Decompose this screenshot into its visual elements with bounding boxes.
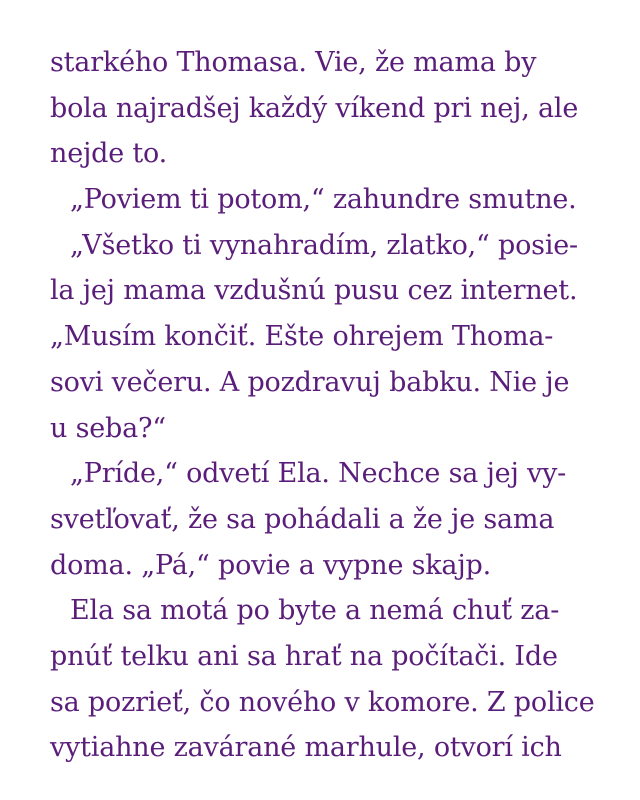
text-line: sa pozrieť, čo nového v komore. Z police (50, 686, 595, 718)
text-line: pnúť telku ani sa hrať na počítači. Ide (50, 640, 558, 672)
text-line: u seba?“ (50, 412, 166, 444)
text-line: vytiahne zavárané marhule, otvorí ich (50, 732, 562, 764)
text-line: nejde to. (50, 138, 167, 170)
text-line: doma. „Pá,“ povie a vypne skajp. (50, 549, 491, 581)
text-line: „Musím končiť. Ešte ohrejem Thoma- (50, 321, 554, 353)
text-line: la jej mama vzdušnú pusu cez internet. (50, 275, 578, 307)
text-line: „Všetko ti vynahradím, zlatko,“ posie- (70, 229, 578, 261)
page-text (50, 40, 610, 771)
text-line: starkého Thomasa. Vie, že mama by (50, 47, 537, 78)
text-line: „Poviem ti potom,“ zahundre smutne. (70, 184, 577, 216)
text-line: bola najradšej každý víkend pri nej, ale (50, 92, 579, 124)
text-line: sovi večeru. A pozdravuj babku. Nie je (50, 366, 570, 398)
text-line: Ela sa motá po byte a nemá chuť za- (70, 595, 560, 627)
text-line: svetľovať, že sa pohádali a že je sama (50, 503, 555, 535)
text-line: „Príde,“ odvetí Ela. Nechce sa jej vy- (70, 458, 567, 490)
